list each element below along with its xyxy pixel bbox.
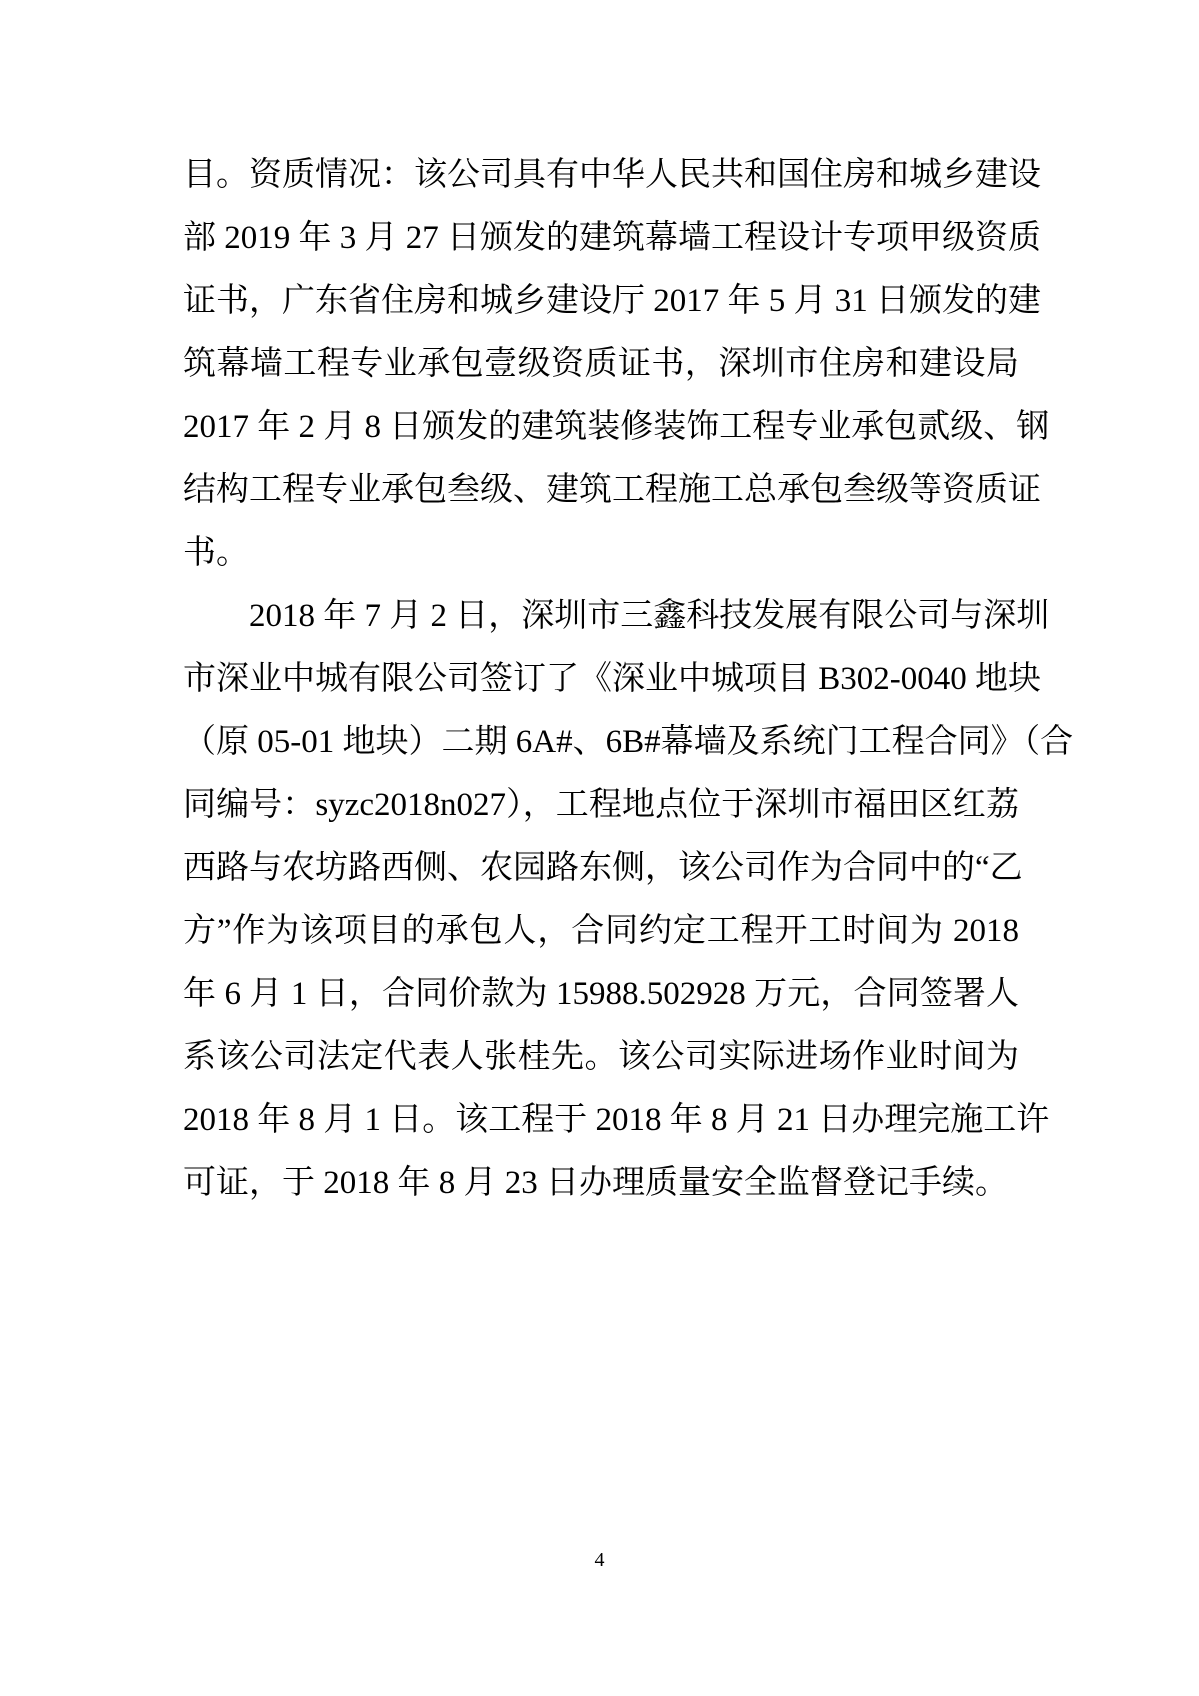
document-body-text: [183, 144, 1074, 1215]
document-line: 方”作为该项目的承包人，合同约定工程开工时间为 2018: [183, 913, 1019, 949]
document-line: 2017 年 2 月 8 日颁发的建筑装修装饰工程专业承包贰级、钢: [183, 409, 1050, 445]
document-line: 证书，广东省住房和城乡建设厅 2017 年 5 月 31 日颁发的建: [183, 283, 1041, 319]
document-line: 年 6 月 1 日，合同价款为 15988.502928 万元，合同签署人: [183, 976, 1019, 1012]
document-line: 可证，于 2018 年 8 月 23 日办理质量安全监督登记手续。: [183, 1165, 1008, 1201]
document-line: 结构工程专业承包叁级、建筑工程施工总承包叁级等资质证: [183, 472, 1041, 508]
document-line: 2018 年 8 月 1 日。该工程于 2018 年 8 月 21 日办理完施工许: [183, 1102, 1050, 1138]
paragraph-qualifications: [183, 144, 1050, 585]
page-number: 4: [594, 1549, 605, 1571]
document-line: 同编号：syzc2018n027），工程地点位于深圳市福田区红荔: [183, 787, 1019, 823]
document-line: 目。资质情况：该公司具有中华人民共和国住房和城乡建设: [183, 157, 1041, 193]
document-line: 书。: [183, 535, 249, 571]
paragraph-contract: [183, 585, 1074, 1215]
document-line: （原 05-01 地块）二期 6A#、6B#幕墙及系统门工程合同》（合: [183, 724, 1074, 760]
document-line: 西路与农坊路西侧、农园路东侧，该公司作为合同中的“乙: [183, 850, 1023, 886]
document-line: 筑幕墙工程专业承包壹级资质证书，深圳市住房和建设局: [183, 346, 1019, 382]
document-line: 部 2019 年 3 月 27 日颁发的建筑幕墙工程设计专项甲级资质: [183, 220, 1041, 256]
document-line: 2018 年 7 月 2 日，深圳市三鑫科技发展有限公司与深圳: [249, 598, 1050, 634]
document-line: 系该公司法定代表人张桂先。该公司实际进场作业时间为: [183, 1039, 1019, 1075]
document-line: 市深业中城有限公司签订了《深业中城项目 B302-0040 地块: [183, 661, 1041, 697]
